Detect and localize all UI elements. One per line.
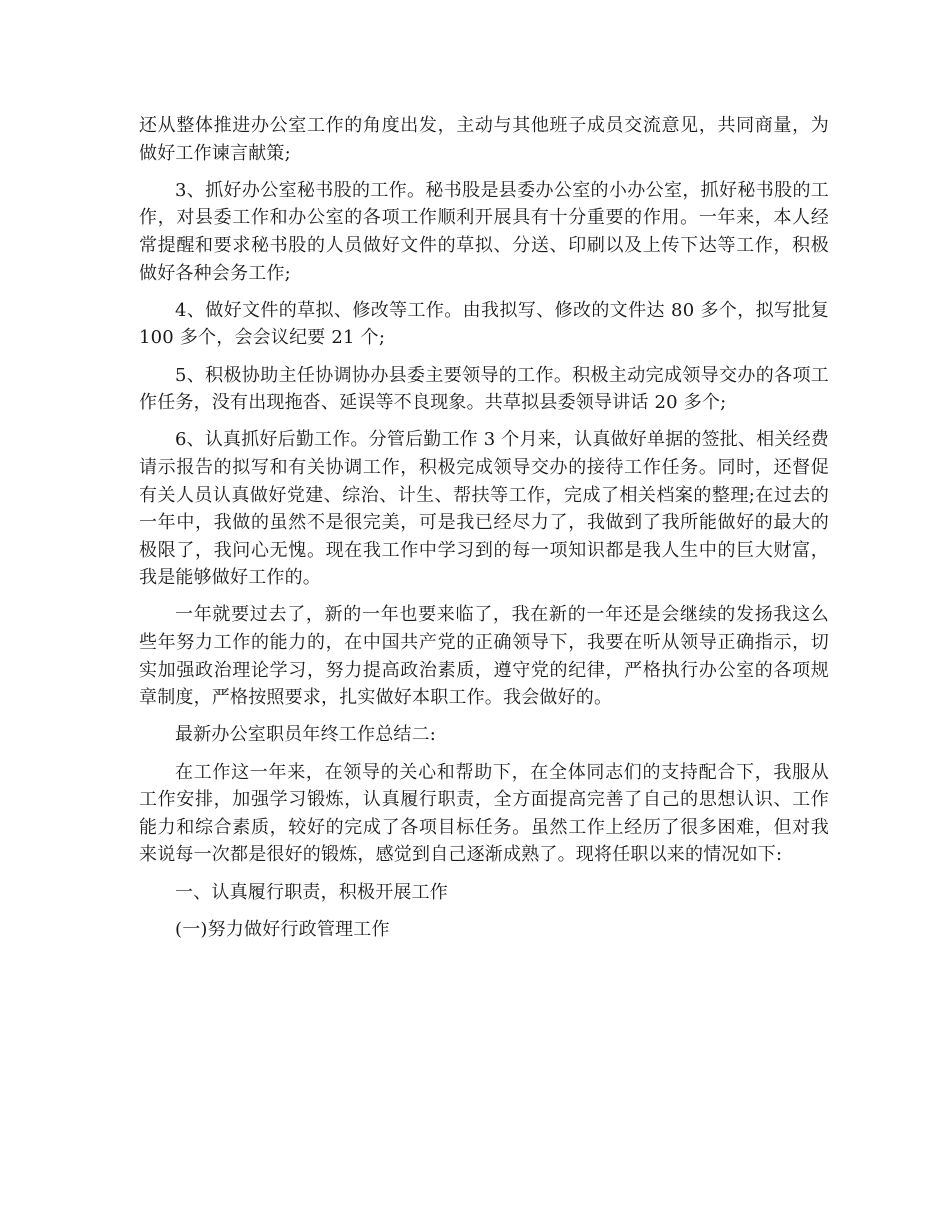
paragraph-intro: 在工作这一年来，在领导的关心和帮助下，在全体同志们的支持配合下，我服从工作安排，加强学习锻炼，认真履行职责，全方面提高完善了自己的思想认识、工作能力和综合素质，较好的完成了各项目标任务。虽然工作上经历了很多困难，但对我来说每一次都是很好的锻炼，感觉到自己逐渐成熟了。现将任职以来的情况如下: — [139, 761, 829, 866]
paragraph-item-4: 4、做好文件的草拟、修改等工作。由我拟写、修改的文件达 80 多个，拟写批复 100 多个，会会议纪要 21 个; — [139, 299, 829, 349]
paragraph-item-5: 5、积极协助主任协调协办县委主要领导的工作。积极主动完成领导交办的各项工作任务，没有出现拖沓、延误等不良现象。共草拟县委领导讲话 20 多个; — [139, 364, 829, 414]
paragraph-item-6: 6、认真抓好后勤工作。分管后勤工作 3 个月来，认真做好单据的签批、相关经费请示报告的拟写和有关协调工作，积极完成领导交办的接待工作任务。同时，还督促有关人员认真做好党建、综治、计生、帮扶等工作，完成了相关档案的整理;在过去的一年中，我做的虽然不是很完美，可是我已经尽力了，我做到了我所能做好的最大的极限了，我问心无愧。现在我工作中学习到的每一项知识都是我人生中的巨大财富，我是能够做好工作的。 — [139, 429, 829, 589]
paragraph-continuation: 还从整体推进办公室工作的角度出发，主动与其他班子成员交流意见，共同商量，为做好工作谏言献策; — [139, 115, 829, 164]
paragraph-item-3: 3、抓好办公室秘书股的工作。秘书股是县委办公室的小办公室，抓好秘书股的工作，对县委工作和办公室的各项工作顺利开展具有十分重要的作用。一年来，本人经常提醒和要求秘书股的人员做好文件的草拟、分送、印刷以及上传下达等工作，积极做好各种会务工作; — [139, 179, 829, 284]
heading-level-1: 一、认真履行职责，积极开展工作 — [175, 881, 448, 903]
document-page — [139, 112, 829, 943]
paragraph-outlook: 一年就要过去了，新的一年也要来临了，我在新的一年还是会继续的发扬我这么些年努力工作的能力的，在中国共产党的正确领导下，我要在听从领导正确指示，切实加强政治理论学习，努力提高政治素质，遵守党的纪律，严格执行办公室的各项规章制度，严格按照要求，扎实做好本职工作。我会做好的。 — [139, 604, 829, 709]
heading-level-2: (一)努力做好行政管理工作 — [175, 918, 390, 940]
section-title-two: 最新办公室职员年终工作总结二: — [175, 724, 437, 746]
